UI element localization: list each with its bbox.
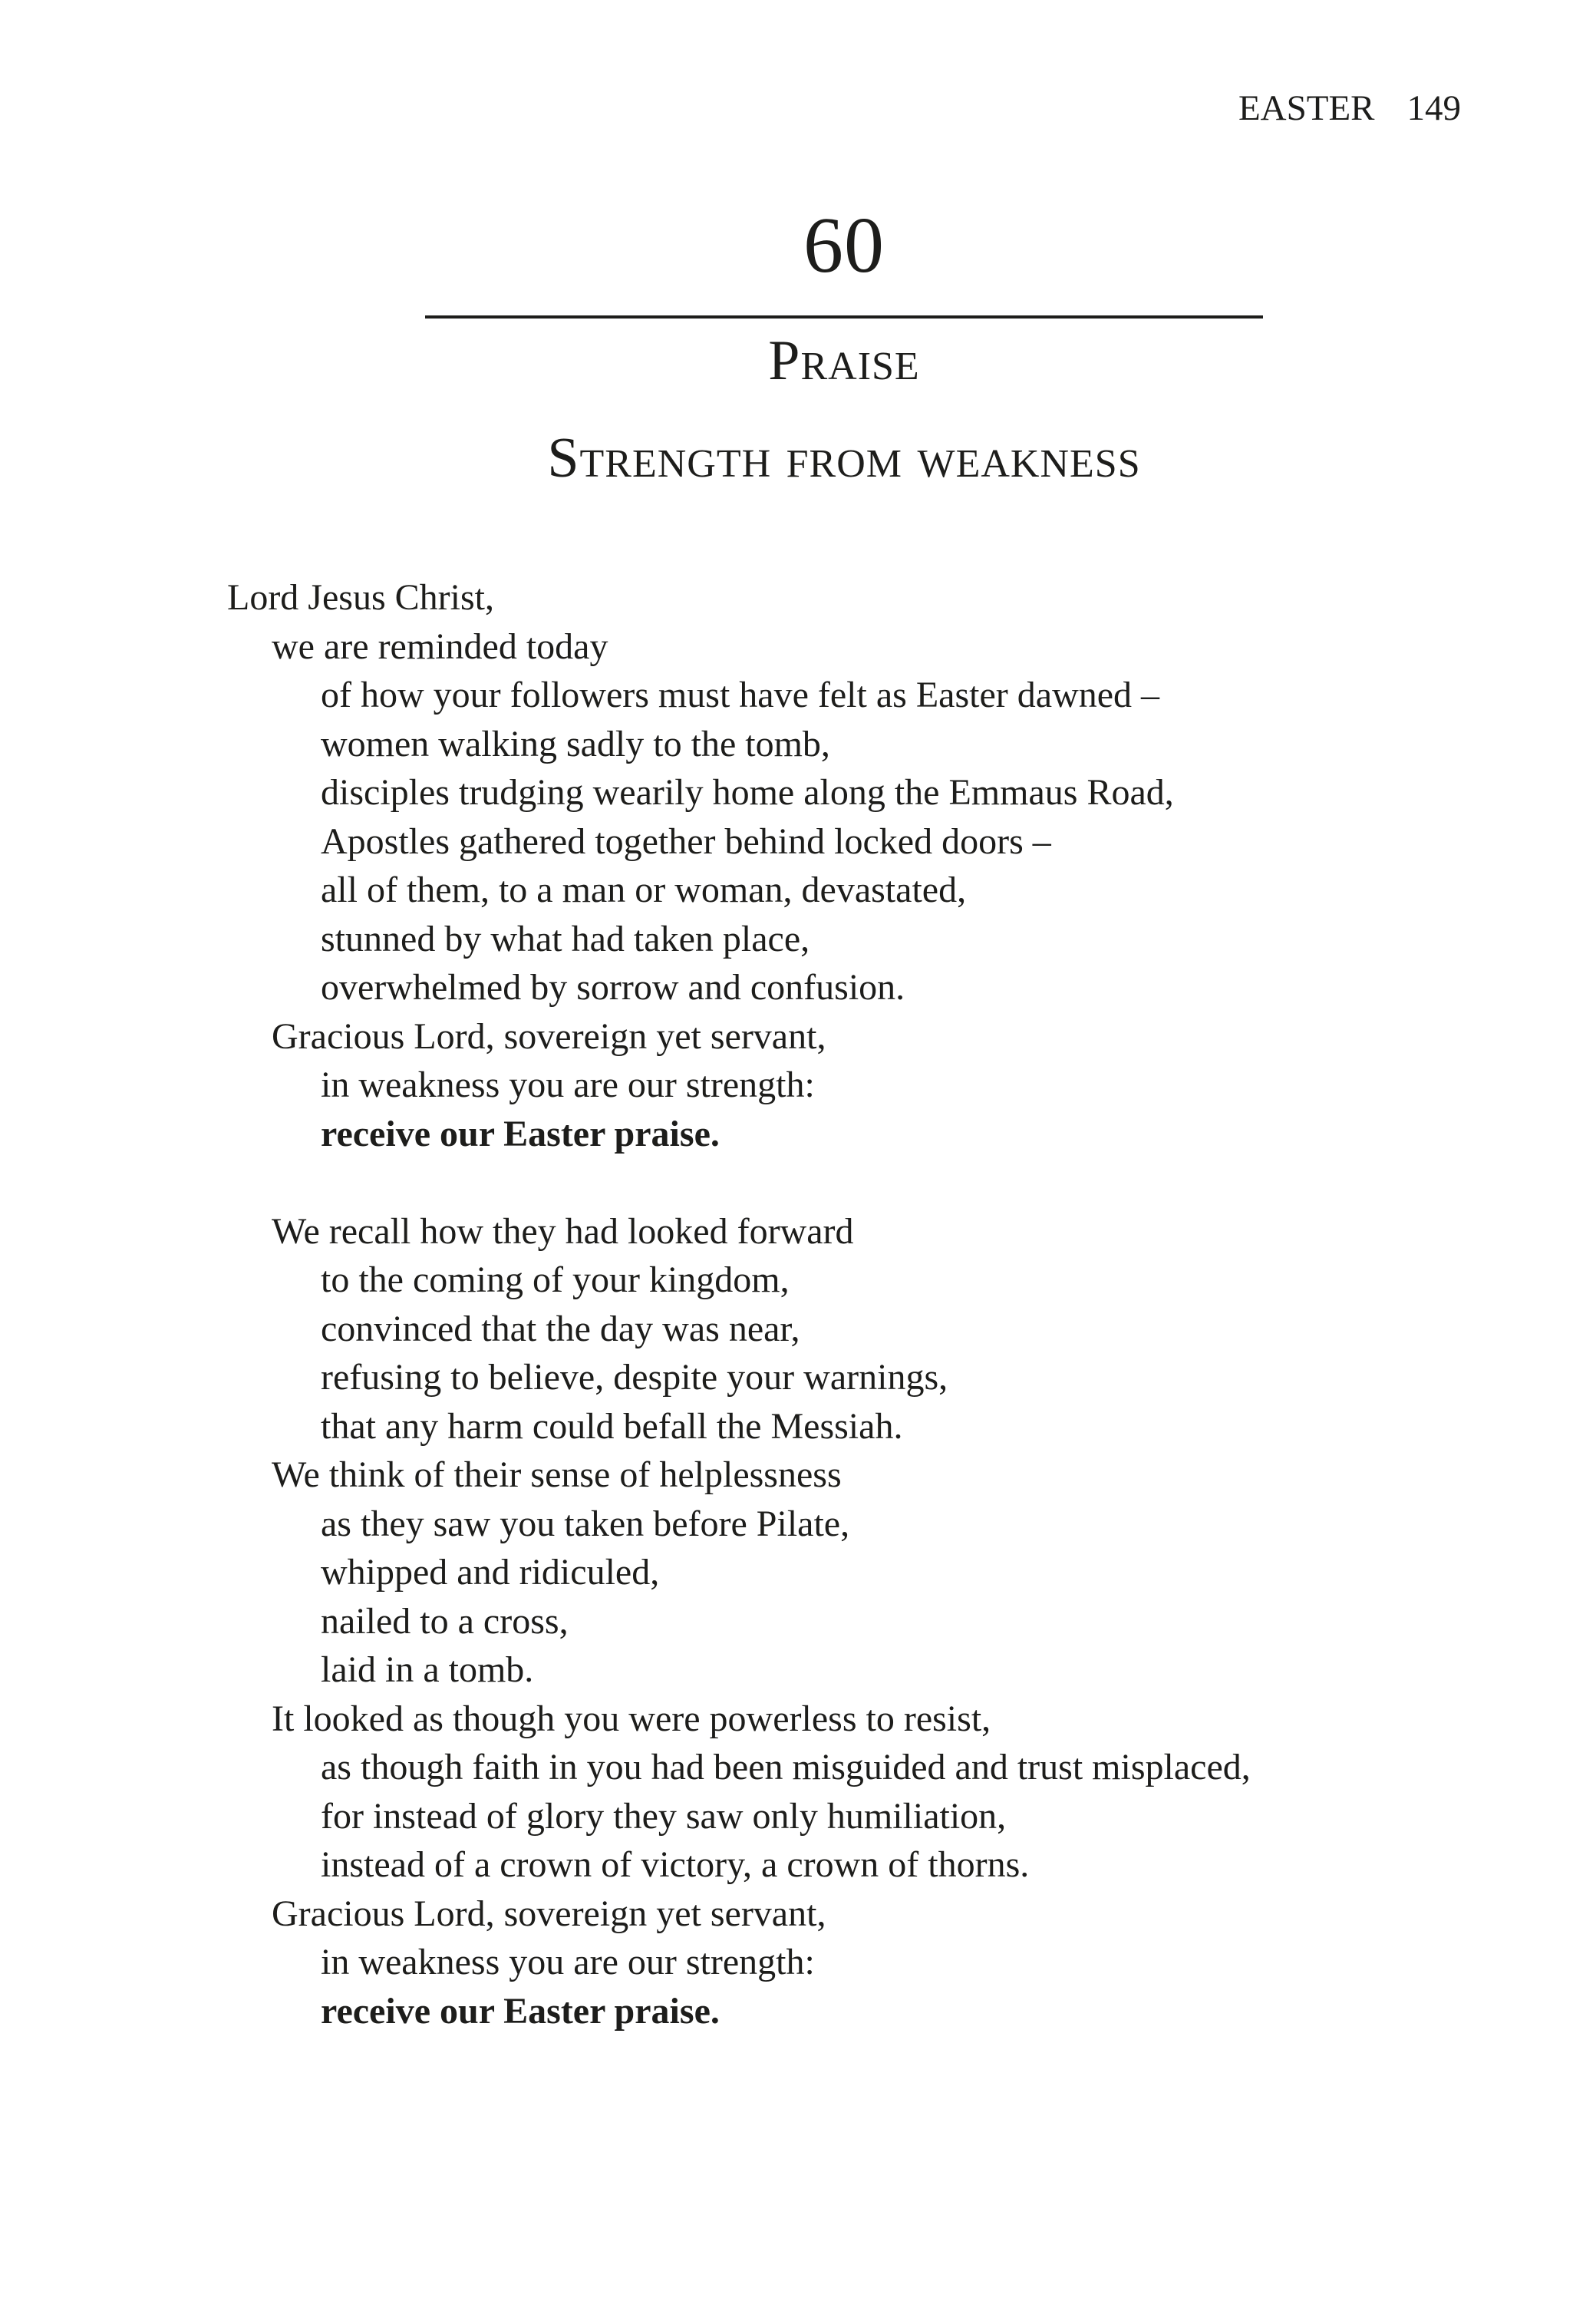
prayer-line: for instead of glory they saw only humiliation,: [321, 1795, 1007, 1837]
prayer-line: to the coming of your kingdom,: [321, 1259, 790, 1300]
title-category: Praise: [768, 329, 920, 392]
prayer-line: Lord Jesus Christ,: [227, 577, 494, 618]
prayer-line: Gracious Lord, sovereign yet servant,: [272, 1893, 826, 1934]
prayer-line: We think of their sense of helplessness: [272, 1454, 842, 1495]
title-rule: [425, 315, 1263, 319]
prayer-line: Gracious Lord, sovereign yet servant,: [272, 1015, 826, 1057]
title-subtitle: Strength from weakness: [547, 427, 1141, 490]
prayer-line: in weakness you are our strength:: [321, 1942, 815, 1982]
prayer-line: refusing to believe, despite your warnings,: [321, 1357, 948, 1398]
prayer-line: in weakness you are our strength:: [321, 1065, 815, 1105]
title-block: [227, 0, 1461, 537]
prayer-line: instead of a crown of victory, a crown of thorns.: [321, 1844, 1030, 1885]
prayer-number: 60: [803, 201, 885, 289]
prayer-line: receive our Easter praise.: [321, 1990, 720, 2032]
prayer-line: Apostles gathered together behind locked doors –: [321, 820, 1051, 862]
prayer-line: whipped and ridiculed,: [321, 1552, 660, 1593]
prayer-line: nailed to a cross,: [321, 1600, 569, 1642]
prayer-line: as though faith in you had been misguided and trust misplaced,: [321, 1747, 1251, 1787]
prayer-line: It looked as though you were powerless to resist,: [272, 1698, 991, 1739]
prayer-line: disciples trudging wearily home along the Emmaus Road,: [321, 772, 1174, 813]
prayer-line: women walking sadly to the tomb,: [321, 723, 830, 764]
header-section-label: EASTER: [1238, 88, 1375, 128]
prayer-line: overwhelmed by sorrow and confusion.: [321, 967, 905, 1008]
prayer-line: receive our Easter praise.: [321, 1113, 720, 1154]
prayer-line: stunned by what had taken place,: [321, 918, 810, 959]
prayer-line: that any harm could befall the Messiah.: [321, 1405, 903, 1447]
prayer-line: as they saw you taken before Pilate,: [321, 1503, 850, 1544]
prayer-line: We recall how they had looked forward: [272, 1210, 854, 1252]
prayer-line: convinced that the day was near,: [321, 1308, 800, 1349]
prayer-line: we are reminded today: [272, 626, 608, 667]
prayer-stanza: [227, 1207, 1532, 2036]
prayer-stanza: [227, 573, 1532, 1158]
prayer-line: of how your followers must have felt as Easter dawned –: [321, 675, 1160, 715]
prayer-text: [227, 573, 1532, 2035]
prayer-line: all of them, to a man or woman, devastated,: [321, 870, 967, 910]
prayer-line: laid in a tomb.: [321, 1649, 534, 1690]
header-page-number: 149: [1406, 88, 1461, 128]
